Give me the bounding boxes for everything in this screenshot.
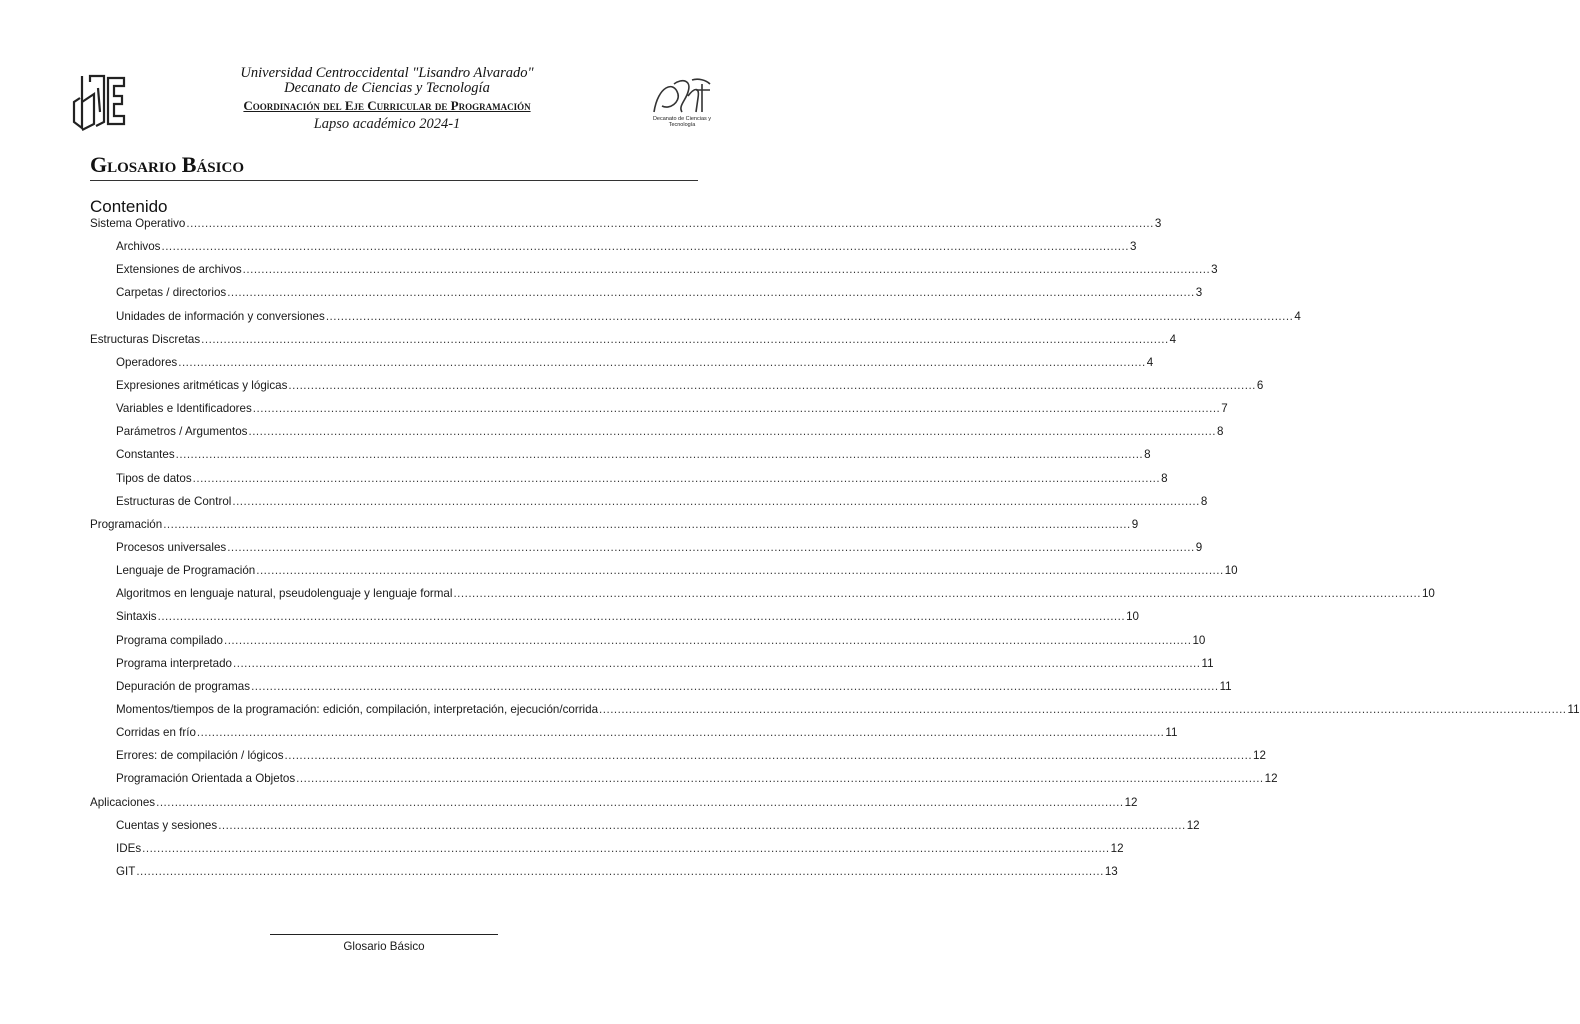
toc-page-number: 11 — [1219, 679, 1232, 693]
toc-subsection-link[interactable] — [90, 309, 1301, 333]
toc-subsection-link[interactable] — [90, 633, 1206, 657]
toc-entry-title: Operadores — [116, 355, 178, 369]
toc-entry-title: GIT — [116, 864, 136, 878]
toc-page-number: 9 — [1195, 540, 1203, 554]
toc-page-number: 11 — [1165, 726, 1178, 740]
toc-entry-title: Programa interpretado — [116, 656, 232, 670]
academic-period: Lapso académico 2024-1 — [313, 116, 461, 132]
toc-entry-title: Estructuras Discretas — [90, 332, 201, 346]
toc-entry-title: Lenguaje de Programación — [116, 564, 256, 578]
toc-section-link[interactable] — [90, 217, 1162, 240]
toc-leader-dots: .................................................................................................................................................................................................................................................................... — [233, 656, 1201, 670]
toc-entry-title: Parámetros / Argumentos — [116, 425, 248, 439]
page-footer — [0, 934, 768, 955]
toc-leader-dots: .................................................................................................................................................................................................................................................................... — [186, 217, 1154, 230]
toc-leader-dots: .................................................................................................................................................................................................................................................................... — [163, 517, 1131, 531]
toc-page-number: 12 — [1264, 772, 1278, 786]
toc-subsection-link[interactable] — [90, 378, 1264, 402]
toc-section-link[interactable] — [90, 332, 1177, 356]
footer-text: Glosario Básico — [343, 940, 425, 953]
toc-subsection-link[interactable] — [90, 749, 1266, 772]
toc-leader-dots: .................................................................................................................................................................................................................................................................... — [248, 425, 1216, 439]
toc-page-number: 10 — [1421, 587, 1435, 601]
toc-page-number: 3 — [1154, 217, 1162, 230]
toc-entry-title: Extensiones de archivos — [116, 263, 242, 277]
university-name: Universidad Centroccidental "Lisandro Alvarado" — [240, 65, 534, 81]
toc-page-number: 12 — [1110, 841, 1124, 855]
toc-page-number: 4 — [1169, 332, 1177, 346]
toc-entry-title: Programación — [90, 517, 163, 531]
toc-leader-dots: .................................................................................................................................................................................................................................................................... — [296, 772, 1264, 786]
toc-entry-title: Tipos de datos — [116, 471, 192, 485]
toc-subsection-link[interactable] — [90, 610, 1140, 633]
toc-entry-title: Constantes — [116, 448, 175, 462]
document-title: Glosario Básico — [90, 152, 244, 177]
toc-section-link[interactable] — [90, 517, 1139, 541]
toc-leader-dots: .................................................................................................................................................................................................................................................................... — [178, 355, 1146, 369]
toc-page-number: 12 — [1186, 818, 1200, 832]
toc-leader-dots: .................................................................................................................................................................................................................................................................... — [192, 471, 1161, 485]
toc-entry-title: Momentos/tiempos de la programación: edición, compilación, interpretación, ejecución/corrida — [116, 702, 599, 716]
toc-leader-dots: .................................................................................................................................................................................................................................................................... — [256, 564, 1224, 578]
toc-entry-title: Archivos — [116, 240, 161, 254]
coordination-name: Coordinación del Eje Curricular de Programación — [243, 98, 531, 113]
toc-subsection-link[interactable] — [90, 540, 1203, 564]
toc-leader-dots: .................................................................................................................................................................................................................................................................... — [157, 610, 1126, 624]
toc-entry-title: Carpetas / directorios — [116, 286, 227, 300]
toc-entry-title: Sintaxis — [116, 610, 157, 624]
toc-leader-dots: .................................................................................................................................................................................................................................................................... — [252, 402, 1221, 416]
toc-subsection-link[interactable] — [90, 240, 1137, 263]
toc-page-number: 8 — [1216, 425, 1224, 439]
dcyt-logo-icon — [648, 76, 716, 118]
toc-page-number: 10 — [1224, 564, 1238, 578]
deanery-name: Decanato de Ciencias y Tecnología — [284, 80, 490, 96]
toc-subsection-link[interactable] — [90, 494, 1208, 518]
toc-leader-dots: .................................................................................................................................................................................................................................................................... — [288, 378, 1256, 392]
toc-section-link[interactable] — [90, 795, 1138, 819]
faculty-logo-right — [648, 76, 716, 132]
toc-leader-dots: .................................................................................................................................................................................................................................................................... — [227, 286, 1195, 300]
toc-entry-title: Unidades de información y conversiones — [116, 309, 325, 323]
toc-subsection-link[interactable] — [90, 726, 1178, 749]
toc-page-number: 3 — [1129, 240, 1137, 254]
toc-entry-title: Corridas en frío — [116, 726, 196, 740]
toc-subsection-link[interactable] — [90, 448, 1151, 471]
toc-entry-title: Errores: de compilación / lógicos — [116, 749, 284, 763]
toc-leader-dots: .................................................................................................................................................................................................................................................................... — [453, 587, 1421, 601]
toc-leader-dots: .................................................................................................................................................................................................................................................................... — [227, 540, 1195, 554]
toc-subsection-link[interactable] — [90, 864, 1118, 888]
toc-leader-dots: .................................................................................................................................................................................................................................................................... — [201, 332, 1169, 346]
faculty-logo-left — [70, 72, 128, 132]
toc-page-number: 6 — [1256, 378, 1264, 392]
toc-page-number: 3 — [1211, 263, 1218, 277]
toc-leader-dots: .................................................................................................................................................................................................................................................................... — [223, 633, 1192, 647]
toc-entry-title: Variables e Identificadores — [116, 402, 252, 416]
title-divider — [90, 180, 698, 181]
toc-subsection-link[interactable] — [90, 702, 1580, 726]
footer-divider — [270, 934, 498, 935]
toc-page-number: 9 — [1131, 517, 1139, 531]
toc-page-number: 13 — [1104, 864, 1118, 878]
toc-subsection-link[interactable] — [90, 263, 1218, 286]
toc-entry-title: Aplicaciones — [90, 795, 156, 809]
toc-leader-dots: .................................................................................................................................................................................................................................................................... — [156, 795, 1124, 809]
toc-page-number: 11 — [1567, 702, 1580, 716]
toc-leader-dots: .................................................................................................................................................................................................................................................................... — [175, 448, 1144, 462]
toc-leader-dots: .................................................................................................................................................................................................................................................................... — [284, 749, 1253, 763]
toc-entry-title: Cuentas y sesiones — [116, 818, 218, 832]
toc-leader-dots: .................................................................................................................................................................................................................................................................... — [136, 864, 1104, 878]
toc-leader-dots: .................................................................................................................................................................................................................................................................... — [142, 841, 1110, 855]
toc-page-number: 4 — [1146, 355, 1154, 369]
toc-page-number: 8 — [1161, 471, 1168, 485]
toc-leader-dots: .................................................................................................................................................................................................................................................................... — [599, 702, 1567, 716]
toc-entry-title: IDEs — [116, 841, 142, 855]
toc-entry-title: Programación Orientada a Objetos — [116, 772, 296, 786]
toc-leader-dots: .................................................................................................................................................................................................................................................................... — [242, 263, 1211, 277]
toc-entry-title: Depuración de programas — [116, 679, 251, 693]
toc-entry-title: Estructuras de Control — [116, 494, 232, 508]
toc-subsection-link[interactable] — [90, 286, 1203, 309]
toc-entry-title: Expresiones aritméticas y lógicas — [116, 378, 288, 392]
toc-page-number: 8 — [1200, 494, 1208, 508]
toc-page-number: 12 — [1124, 795, 1138, 809]
toc-page-number: 11 — [1201, 656, 1214, 670]
toc-entry-title: Sistema Operativo — [90, 217, 186, 230]
toc-page-number: 4 — [1294, 309, 1301, 323]
toc-leader-dots: .................................................................................................................................................................................................................................................................... — [232, 494, 1200, 508]
toc-subsection-link[interactable] — [90, 772, 1278, 795]
toc-subsection-link[interactable] — [90, 471, 1168, 495]
toc-leader-dots: .................................................................................................................................................................................................................................................................... — [196, 726, 1165, 740]
toc-entry-title: Programa compilado — [116, 633, 223, 647]
toc-page-number: 8 — [1144, 448, 1151, 462]
toc-page-number: 12 — [1253, 749, 1266, 763]
toc-leader-dots: .................................................................................................................................................................................................................................................................... — [251, 679, 1219, 693]
letterhead — [150, 66, 624, 132]
toc-subsection-link[interactable] — [90, 425, 1224, 448]
toc-subsection-link[interactable] — [90, 355, 1154, 379]
toc-subsection-link[interactable] — [90, 679, 1232, 703]
toc-subsection-link[interactable] — [90, 841, 1124, 865]
toc-leader-dots: .................................................................................................................................................................................................................................................................... — [161, 240, 1129, 254]
toc-entry-title: Procesos universales — [116, 540, 227, 554]
toc-entry-title: Algoritmos en lenguaje natural, pseudolenguaje y lenguaje formal — [116, 587, 453, 601]
toc-page-number: 10 — [1192, 633, 1206, 647]
toc-subsection-link[interactable] — [90, 587, 1435, 610]
toc-subsection-link[interactable] — [90, 656, 1214, 680]
monogram-icon — [70, 72, 128, 132]
toc-page-number: 7 — [1221, 402, 1228, 416]
toc-page-number: 3 — [1195, 286, 1203, 300]
toc-page-number: 10 — [1126, 610, 1140, 624]
toc-subsection-link[interactable] — [90, 402, 1228, 425]
toc-leader-dots: .................................................................................................................................................................................................................................................................... — [325, 309, 1294, 323]
toc-subsection-link[interactable] — [90, 818, 1200, 842]
toc-subsection-link[interactable] — [90, 564, 1238, 587]
toc-heading: Contenido — [90, 197, 168, 216]
toc-leader-dots: .................................................................................................................................................................................................................................................................... — [218, 818, 1186, 832]
right-logo-caption: Decanato de Ciencias y Tecnología — [652, 116, 712, 128]
table-of-contents — [90, 217, 1580, 888]
